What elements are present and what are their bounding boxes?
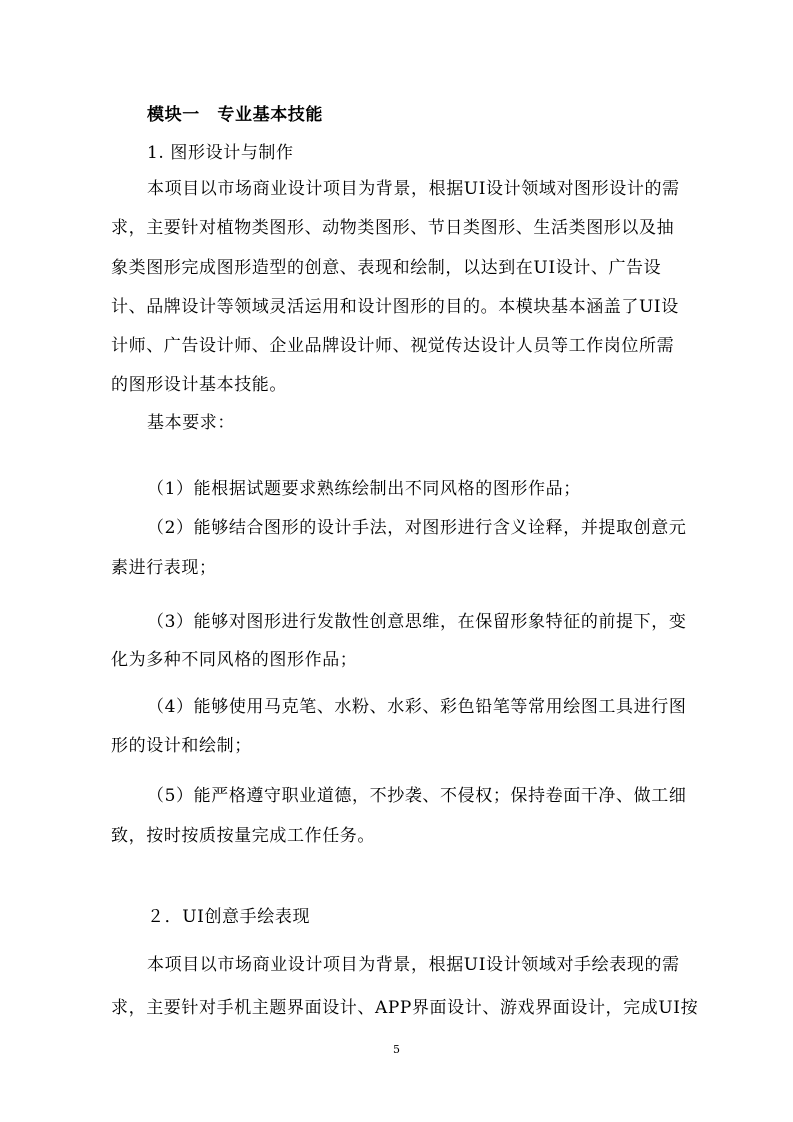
section-1-heading: 1. 图形设计与制作 — [147, 143, 294, 163]
requirement-2-line-2: 素进行表现； — [111, 558, 217, 578]
module-title: 模块一 专业基本技能 — [147, 105, 323, 125]
requirement-3-line-2: 化为多种不同风格的图形作品； — [111, 650, 358, 670]
section-1-line-3: 象类图形完成图形造型的创意、表现和绘制，以达到在UI设计、广告设 — [111, 258, 662, 278]
section-2-line-1: 本项目以市场商业设计项目为背景，根据UI设计领域对手绘表现的需 — [147, 955, 680, 975]
section-1-line-6: 的图形设计基本技能。 — [111, 375, 287, 395]
requirement-4-line-1: （4）能够使用马克笔、水粉、水彩、彩色铅笔等常用绘图工具进行图 — [147, 697, 687, 717]
requirement-3-line-1: （3）能够对图形进行发散性创意思维，在保留形象特征的前提下，变 — [147, 612, 687, 632]
section-1-line-2: 求，主要针对植物类图形、动物类图形、节日类图形、生活类图形以及抽 — [111, 218, 675, 238]
requirement-5-line-1: （5）能严格遵守职业道德，不抄袭、不侵权；保持卷面干净、做工细 — [147, 786, 687, 806]
section-2-line-2: 求，主要针对手机主题界面设计、APP界面设计、游戏界面设计，完成UI按 — [111, 998, 699, 1018]
section-1-line-4: 计、品牌设计等领域灵活运用和设计图形的目的。本模块基本涵盖了UI设 — [111, 297, 679, 317]
requirement-4-line-2: 形的设计和绘制； — [111, 736, 252, 756]
section-1-line-5: 计师、广告设计师、企业品牌设计师、视觉传达设计人员等工作岗位所需 — [111, 336, 675, 356]
requirement-1-line-1: （1）能根据试题要求熟练绘制出不同风格的图形作品； — [147, 479, 581, 499]
page-number: 5 — [393, 1043, 400, 1056]
requirements-label: 基本要求： — [147, 413, 235, 433]
requirement-5-line-2: 致，按时按质按量完成工作任务。 — [111, 826, 375, 846]
requirement-2-line-1: （2）能够结合图形的设计手法，对图形进行含义诠释，并提取创意元 — [147, 518, 687, 538]
section-2-heading: ２．UI创意手绘表现 — [147, 907, 311, 927]
section-1-line-1: 本项目以市场商业设计项目为背景，根据UI设计领域对图形设计的需 — [147, 179, 680, 199]
